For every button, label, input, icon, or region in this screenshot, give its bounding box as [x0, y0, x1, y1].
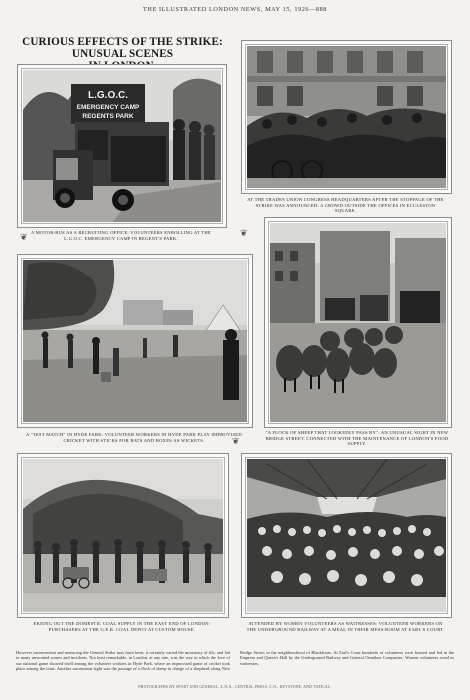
ornament-icon: ❦ — [240, 228, 248, 238]
sheep-image — [270, 223, 446, 422]
ornament-icon: ❦ — [20, 232, 28, 242]
running-head: THE ILLUSTRATED LONDON NEWS, MAY 15, 1926—888 — [143, 6, 327, 13]
test-match-image — [23, 260, 247, 422]
photo-credits: PHOTOGRAPHS BY SPORT AND GENERAL, L.N.A., CENTRAL PRESS, C.N., KEYSTONE, AND TOPICAL. — [138, 685, 332, 689]
photo-test-match — [17, 254, 253, 428]
article-paragraph-1: However inconvenient and menacing the General Strike may have been, it certainly varied the monotony of life, and led to many unwonted scenes and incidents. Not least remarkable, in London, at any rate, was the way in which the love of our national game showed itself among the volunteer workers in Hyde Park, where an improvised game of cricket took place among the tents. — [16, 650, 230, 672]
photo-waitresses — [241, 453, 452, 618]
bus-sign-line-2: EMERGENCY CAMP — [76, 104, 140, 111]
caption-test-match: A "TEST MATCH" IN HYDE PARK: VOLUNTEER WORKERS IN HYDE PARK PLAY IMPROVISED CRICKET WITH STICKS FOR BATS AND BOXES AS WICKETS. — [26, 432, 242, 443]
title-line-1: CURIOUS EFFECTS OF THE STRIKE: UNUSUAL SCENES — [22, 36, 223, 60]
motor-bus-image — [23, 70, 221, 222]
article-body — [16, 650, 454, 672]
coal-image — [23, 459, 223, 612]
ornament-icon: ❦ — [232, 436, 240, 446]
trades-union-image — [247, 46, 446, 188]
photo-trades-union — [241, 40, 452, 194]
photo-sheep — [264, 217, 452, 428]
caption-motor-bus: A MOTOR-BUS AS A RECRUITING OFFICE: VOLUNTEERS ENROLLING AT THE L.G.O.C. EMERGENCY CAMP IN REGENT'S PARK. — [31, 230, 211, 241]
bus-sign-line-1: L.G.O.C. — [88, 90, 128, 101]
photo-coal — [17, 453, 229, 618]
caption-sheep: "A FLOCK OF SHEEP THAT LOOKEDLY PASS BY": AN UNUSUAL SIGHT IN NEW BRIDGE STREET, CONNECTED WITH THE MAINTENANCE OF LONDON'S FOOD SUPPLY. — [265, 430, 449, 447]
caption-waitresses: ATTENDED BY WOMEN VOLUNTEERS AS WAITRESSES: VOLUNTEER WORKERS ON THE UNDERGROUND RAILWAY AT A MEAL IN THEIR MESS-ROOM AT EARL'S COURT. — [246, 621, 445, 632]
article-paragraph-2: Another uncommon sight was the passage of a flock of sheep in charge of a shepherd along New Bridge Street, in the neighbourhood of Blackfriars. At Earl's Court hundreds of volunteers were housed and fed in the Empress and Queen's Hall by the Underground Railway and General Omnibus Companies. Women volunteers acted as waitresses. — [56, 650, 454, 672]
photo-motor-bus — [17, 64, 227, 228]
waitresses-image — [247, 459, 446, 612]
bus-sign-line-3: REGENTS PARK — [82, 113, 134, 120]
caption-trades-union: AT THE TRADES UNION CONGRESS HEADQUARTERS AFTER THE STOPPAGE OF THE STRIKE WAS ANNOUNCED: A CROWD OUTSIDE THE OFFICES IN ECCLESTON SQUARE. — [247, 197, 444, 214]
caption-coal: EKEING OUT THE DOMESTIC COAL SUPPLY IN THE EAST END OF LONDON: PURCHASERS AT THE G.E.R. COAL DEPOT AT CUSTOM HOUSE. — [33, 621, 211, 632]
